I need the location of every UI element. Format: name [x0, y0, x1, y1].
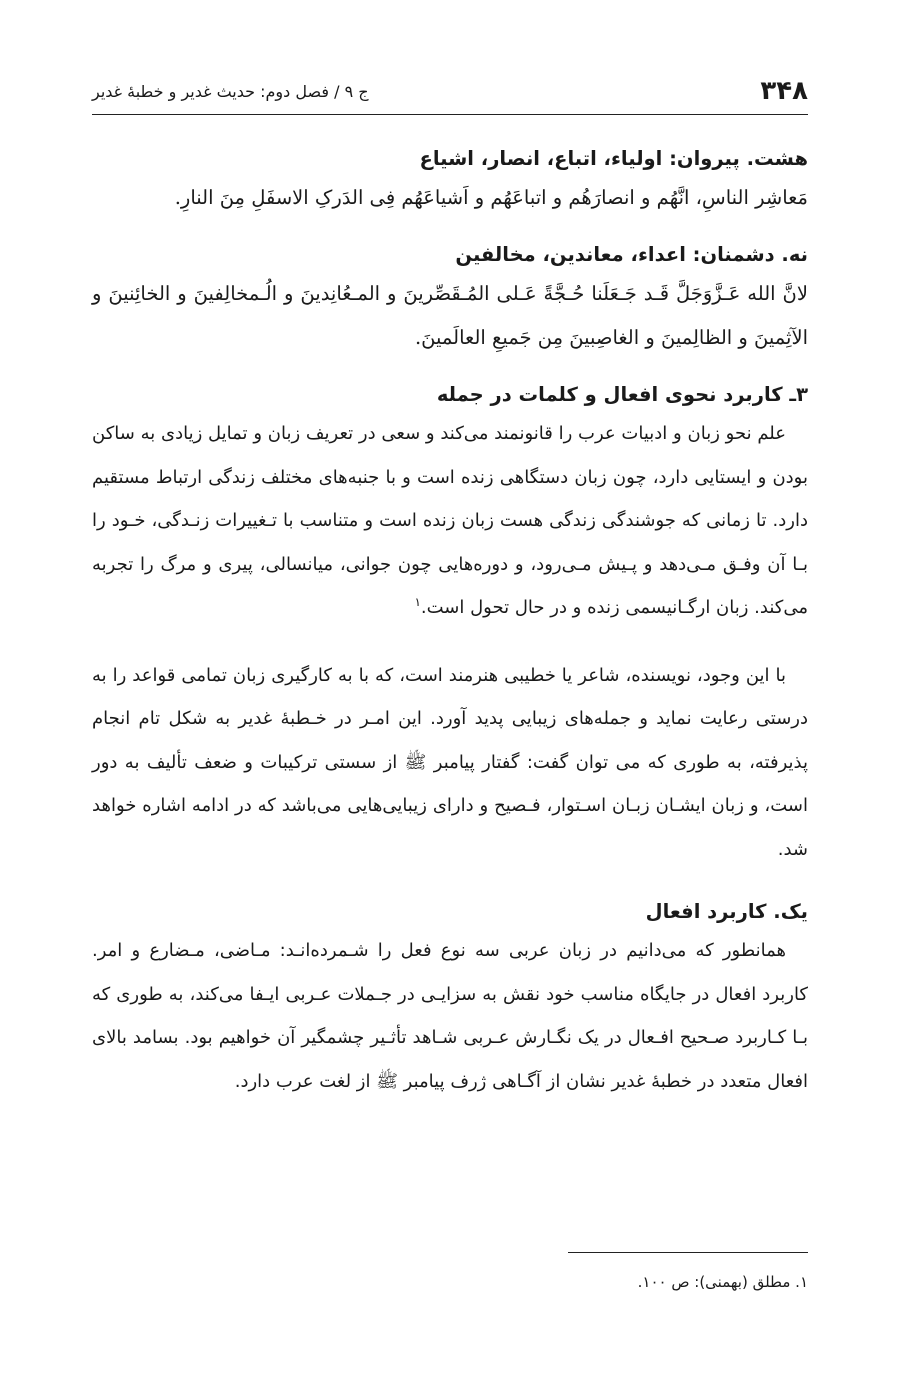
heading-followers: هشت. پیروان: اولیاء، اتباع، انصار، اشیاع	[419, 147, 808, 170]
book-page	[92, 0, 808, 1390]
spacer	[92, 220, 808, 238]
heading-verb-usage: یک. کاربرد افعال	[645, 900, 808, 923]
quote-enemies: لانَّ الله عَـزَّوَجَلَّ قَـد جَـعَلَنا حُـجَّةً عَـلی المُـقَصِّرینَ و المـعُانِدینَ و الُـمخالِفینَ و الخائِنینَ و الآثِمینَ و الظالِمینَ و الغاصِبینَ مِن جَمیعِ العالَمینَ.	[92, 282, 808, 349]
paragraph-verbs: همانطور که می‌دانیم در زبان عربی سه نوع فعل را شـمرده‌انـد: مـاضی، مـضارع و امر. کاربرد افعال در جایگاه مناسب خود نقش به سزایـی در جـملات عـربی ایـفا می‌کند، به طوری که بـا کـاربرد صـحیح افـعال در یک نگـارش عـربی شـاهد تأثـیر چشمگیر آن خواهیم بود. بسامد بالای افعال متعدد در خطبهٔ غدیر نشان از آگـاهی ژرف پیامبر ﷺ از لغت عرب دارد.	[92, 940, 808, 1092]
quote-followers: مَعاشِر الناسِ، انَّهُم و انصارَهُم و اتباعَهُم و اَشیاعَهُم فِی الدَرکِ الاسفَلِ مِنَ النارِ.	[174, 186, 808, 209]
heading-syntactic-usage: ۳ـ کاربرد نحوی افعال و کلمات در جمله	[436, 383, 808, 406]
spacer	[92, 360, 808, 378]
page-content	[92, 142, 808, 1103]
footnote-marker[interactable]: ۱	[414, 595, 421, 609]
spacer	[92, 871, 808, 895]
paragraph-syntax-text: علم نحو زبان و ادبیات عرب را قانونمند می‌کند و سعی در تعریف زبان و تمایل زیادی به ساکن بودن و ایستایی دارد، چون زبان دستگاهی زنده است و با جنبه‌های مختلف زندگی ارتباط مستقیم دارد. تا زمانی که جوشندگی زندگی هست زبان زنده است و متناسب با تـغییرات زنـدگی، خـود را بـا آن وفـق مـی‌دهد و پـیش مـی‌رود، و دوره‌هایی چون جوانی، میانسالی، پیری و مرگ را تجربه می‌کند. زبان ارگـانیسمی زنده و در حال تحول است.	[92, 423, 808, 618]
paragraph-syntax	[92, 412, 808, 630]
page-number: ۳۴۸	[760, 76, 808, 106]
running-header	[92, 74, 808, 115]
heading-enemies: نه. دشمنان: اعداء، معاندین، مخالفین	[455, 243, 808, 266]
paragraph-eloquence: با این وجود، نویسنده، شاعر یا خطیبی هنرمند است، که با به کارگیری زبان تمامی قواعد را به درستی رعایت نماید و جمله‌های زیبایی پدید آورد. این امـر در خـطبهٔ غدیر به شکل تام انجام پذیرفته، به طوری که می توان گفت: گفتار پیامبر ﷺ از سستی ترکیبات و ضعف تألیف به دور است، و زبان ایشـان زبـان اسـتوار، فـصیح و دارای زیبایی‌هایی می‌باشد که در ادامه اشاره خواهد شد.	[92, 664, 808, 860]
footnote-text: ۱. مطلق (بهمنی): ص ۱۰۰.	[637, 1273, 808, 1291]
running-title: ج ۹ / فصل دوم: حدیث غدیر و خطبهٔ غدیر	[92, 82, 369, 101]
footnote-divider	[568, 1252, 808, 1253]
spacer	[92, 630, 808, 654]
